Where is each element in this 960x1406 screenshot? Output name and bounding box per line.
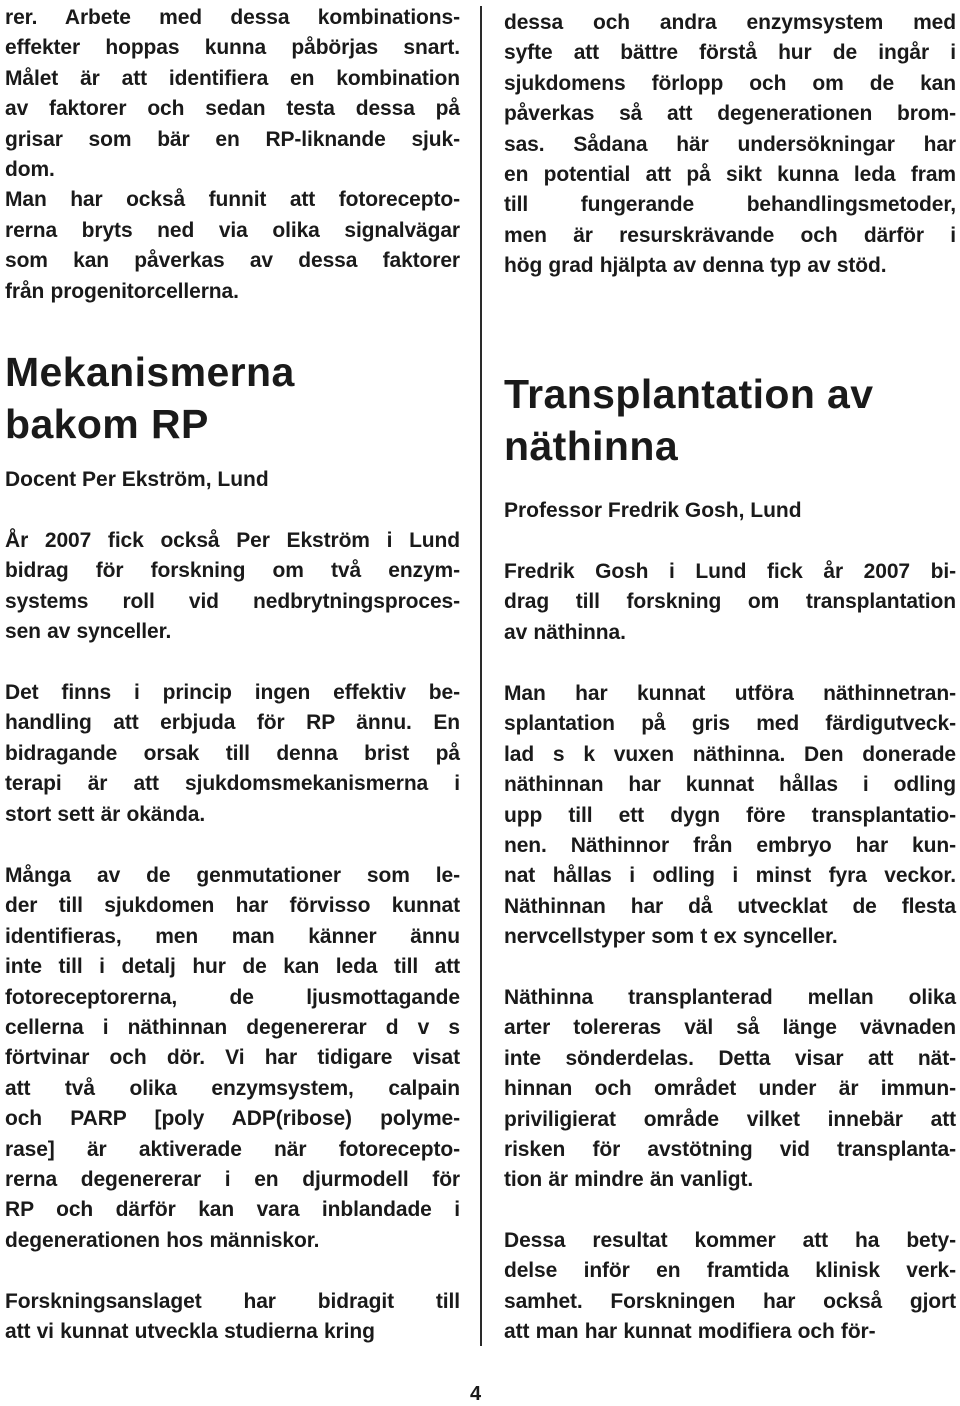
text-line: att man har kunnat modifiera och för- (504, 1320, 876, 1344)
author-per-ekstrom: Docent Per Ekström, Lund (5, 468, 269, 491)
text-line: av näthinna. (504, 620, 626, 644)
text-line: drag till forskning om transplantation (504, 590, 956, 614)
author-fredrik-gosh: Professor Fredrik Gosh, Lund (504, 499, 802, 522)
title-line: bakom RP (5, 401, 209, 447)
text-line: År 2007 fick också Per Ekström i Lund (5, 529, 460, 552)
right-paragraph-1 (504, 557, 956, 648)
text-line: av faktorer och sedan testa dessa på (5, 97, 460, 121)
text-line: Många av de genmutationer som le- (5, 864, 460, 887)
text-line: arter tolereras väl så länge vävnaden (504, 1016, 956, 1040)
title-line: Mekanismerna (5, 349, 295, 395)
text-line: rerna degenererar i en djurmodell för (5, 1168, 460, 1192)
right-paragraph-2 (504, 679, 956, 953)
text-line: inte till i detalj hur de kan leda till att (5, 955, 460, 979)
section-title-mechanisms (5, 346, 460, 450)
left-paragraph-2 (5, 678, 460, 830)
text-line: systems roll vid nedbrytningsproces- (5, 589, 460, 613)
title-line: näthinna (504, 423, 679, 469)
text-line: en potential att på sikt kunna leda fram (504, 163, 956, 187)
left-intro-paragraph (5, 3, 460, 307)
text-line: påverkas så att degenerationen brom- (504, 102, 956, 126)
text-line: splantation på gris med färdigutveck- (504, 712, 956, 736)
text-line: nat hållas i odling i minst fyra veckor. (504, 864, 956, 888)
text-line: rase] är aktiverade när fotorecepto- (5, 1137, 460, 1161)
text-line: lad s k vuxen näthinna. Den donerade (504, 742, 956, 766)
text-line: risken för avstötning vid transplanta- (504, 1138, 956, 1162)
text-line: syfte att bättre förstå hur de ingår i (504, 41, 956, 65)
text-line: Dessa resultat kommer att ha bety- (504, 1229, 956, 1252)
text-line: Målet är att identifiera en kombination (5, 66, 460, 90)
text-line: identifieras, men man känner ännu (5, 924, 460, 948)
column-divider (480, 6, 482, 1346)
text-line: bidrag för forskning om två enzym- (5, 559, 460, 583)
right-paragraph-3 (504, 983, 956, 1196)
text-line: näthinnan har kunnat hållas i odling (504, 773, 956, 797)
page-number: 4 (470, 1383, 482, 1405)
text-line: delse inför en framtida klinisk verk- (504, 1259, 956, 1283)
text-line: Näthinnan har då utvecklat de flesta (504, 894, 956, 918)
text-line: cellerna i näthinnan degenererar d v s (5, 1016, 460, 1040)
left-paragraph-1 (5, 526, 460, 648)
text-line: Det finns i princip ingen effektiv be- (5, 681, 460, 704)
text-line: fotoreceptorerna, de ljusmottagande (5, 985, 460, 1009)
text-line: sas. Sådana här undersökningar har (504, 132, 956, 156)
text-line: RP och därför kan vara inblandade i (5, 1198, 460, 1222)
text-line: bidragande orsak till denna brist på (5, 741, 460, 765)
text-line: men är resurskrävande och därför i (504, 223, 956, 247)
text-line: terapi är att sjukdomsmekanismerna i (5, 772, 460, 796)
text-line: samhet. Forskningen har också gjort (504, 1289, 956, 1313)
text-line: Man har också funnit att fotorecepto- (5, 188, 460, 212)
text-line: dom. (5, 158, 55, 182)
text-line: effekter hoppas kunna påbörjas snart. (5, 36, 460, 60)
text-line: inte sönderdelas. Detta visar att nät- (504, 1046, 956, 1070)
text-line: som kan påverkas av dessa faktorer (5, 249, 460, 273)
text-line: grisar som bär en RP-liknande sjuk- (5, 127, 460, 151)
text-line: att vi kunnat utveckla studierna kring (5, 1320, 375, 1344)
section-title-transplantation (504, 368, 956, 472)
text-line: nen. Näthinnor från embryo har kun- (504, 834, 956, 858)
text-line: sjukdomens förlopp och om de kan (504, 71, 956, 95)
text-line: Fredrik Gosh i Lund fick år 2007 bi- (504, 560, 956, 583)
text-line: der till sjukdomen har förvisso kunnat (5, 894, 460, 918)
text-line: att två olika enzymsystem, calpain (5, 1076, 460, 1100)
right-paragraph-4 (504, 1226, 956, 1348)
text-line: hög grad hjälpta av denna typ av stöd. (504, 254, 887, 278)
text-line: rerna bryts ned via olika signalvägar (5, 218, 460, 242)
text-line: nervcellstyper som t ex synceller. (504, 925, 838, 949)
text-line: stort sett är okända. (5, 802, 206, 826)
text-line: degenerationen hos människor. (5, 1228, 320, 1252)
left-paragraph-3 (5, 861, 460, 1256)
text-line: Man har kunnat utföra näthinnetran- (504, 682, 956, 705)
text-line: Näthinna transplanterad mellan olika (504, 986, 956, 1009)
text-line: upp till ett dygn före transplantatio- (504, 803, 956, 827)
text-line: från progenitorcellerna. (5, 279, 239, 303)
text-line: priviligierat område vilket innebär att (504, 1107, 956, 1131)
text-line: Forskningsanslaget har bidragit till (5, 1290, 460, 1313)
text-line: tion är mindre än vanligt. (504, 1168, 754, 1192)
left-paragraph-4 (5, 1287, 460, 1348)
right-intro-paragraph (504, 8, 956, 282)
text-line: handling att erbjuda för RP ännu. En (5, 711, 460, 735)
text-line: hinnan och området under är immun- (504, 1077, 956, 1101)
title-line: Transplantation av (504, 371, 874, 417)
text-line: förtvinar och dör. Vi har tidigare visat (5, 1046, 460, 1070)
text-line: dessa och andra enzymsystem med (504, 11, 956, 34)
text-line: till fungerande behandlingsmetoder, (504, 193, 956, 217)
text-line: och PARP [poly ADP(ribose) polyme- (5, 1107, 460, 1131)
text-line: rer. Arbete med dessa kombinations- (5, 6, 460, 29)
text-line: sen av synceller. (5, 620, 172, 644)
